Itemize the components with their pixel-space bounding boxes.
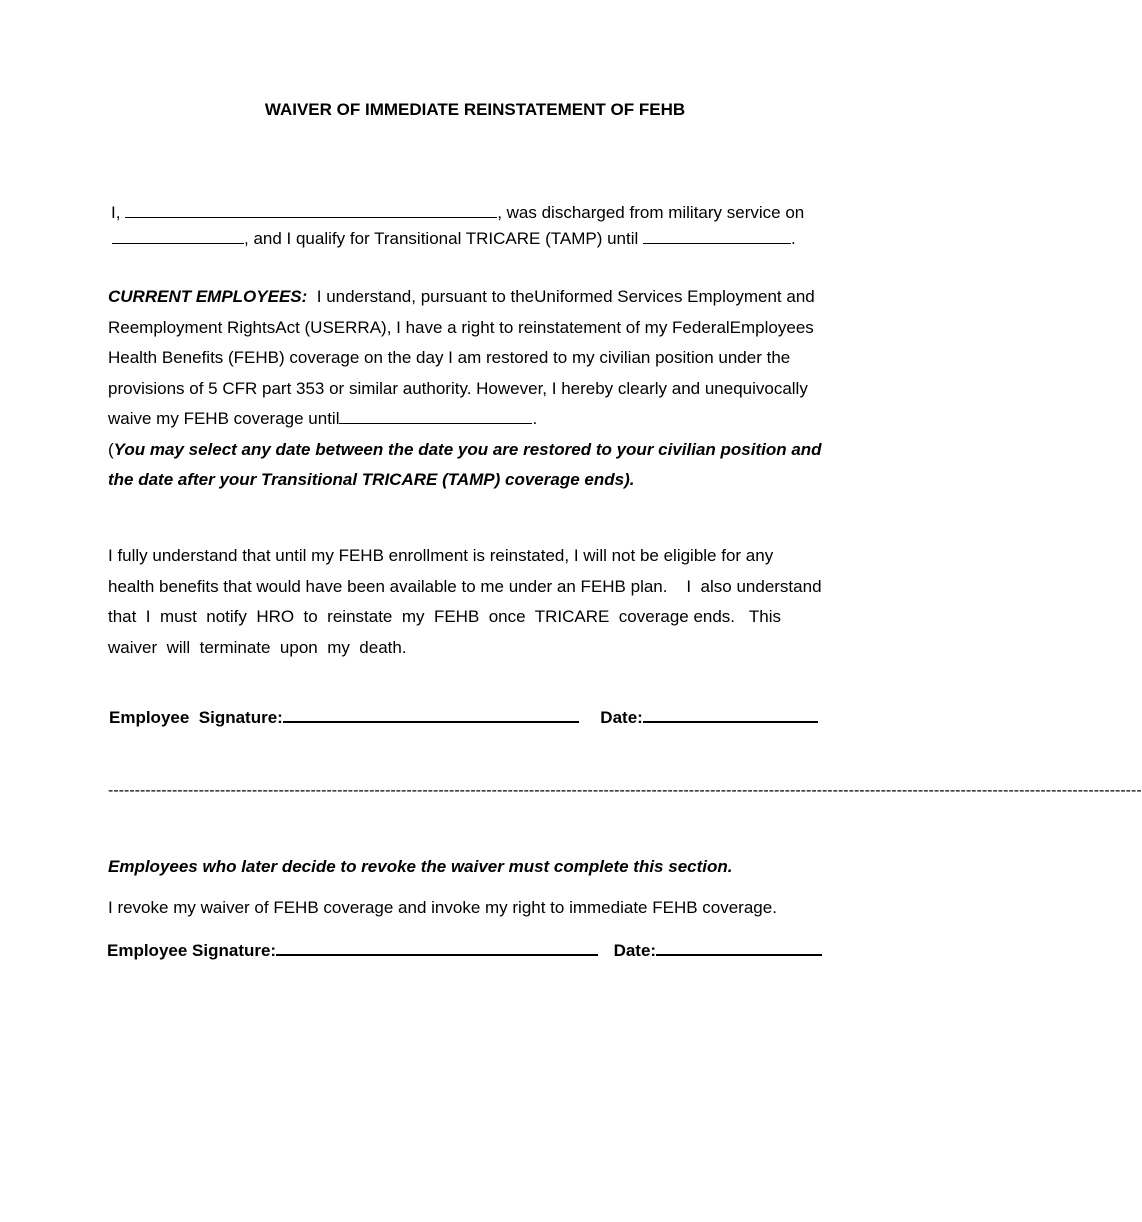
- date-field-2[interactable]: [656, 938, 822, 956]
- intro-end-period: .: [791, 229, 796, 248]
- current-employees-section: [108, 282, 824, 496]
- current-employees-end-period: .: [532, 409, 538, 428]
- form-title: WAIVER OF IMMEDIATE REINSTATEMENT OF FEHB: [264, 100, 686, 119]
- intro-qualify-text: , and I qualify for Transitional TRICARE (TAMP) until: [244, 229, 639, 248]
- section-separator: --------------------------------------------------------------------------------------------------------------------------------------------------------------------------------------------------: [108, 782, 1142, 799]
- intro-pronoun: I,: [111, 203, 121, 222]
- intro-line-1: [111, 202, 804, 223]
- intro-discharged-text: , was discharged from military service on: [497, 203, 805, 222]
- understanding-section: [108, 541, 831, 663]
- employee-signature-field-1[interactable]: [283, 705, 579, 723]
- employee-signature-label-2: Employee Signature:: [107, 941, 277, 960]
- employee-signature-label-1: Employee Signature:: [109, 708, 283, 727]
- waive-until-date-field[interactable]: [339, 408, 532, 424]
- intro-line-2: [112, 228, 796, 249]
- current-employees-heading: CURRENT EMPLOYEES:: [108, 287, 308, 306]
- date-field-1[interactable]: [643, 705, 818, 723]
- revoke-statement: I revoke my waiver of FEHB coverage and invoke my right to immediate FEHB coverage.: [108, 898, 777, 917]
- understanding-paragraph: I fully understand that until my FEHB enrollment is reinstated, I will not be eligible for any health benefits that would have been available to me under an FEHB plan. I also understand that I must notify HRO to reinstate my FEHB once TRICARE coverage ends. This waiver will terminate upon my death.: [108, 546, 831, 657]
- current-employees-body: I understand, pursuant to theUniformed Services Employment and Reemployment RightsAct (USERRA), I have a right to reinstatement of my FederalEmployees Health Benefits (FEHB) coverage on the day I am restored to my civilian position under the provisions of 5 CFR part 353 or similar authority. However, I hereby clearly and unequivocally waive my FEHB coverage until: [108, 287, 815, 428]
- employee-signature-field-2[interactable]: [276, 938, 598, 956]
- date-selection-note: You may select any date between the date you are restored to your civilian position and the date after your Transitional TRICARE (TAMP) coverage ends).: [108, 439, 822, 489]
- signature-row-1: [109, 705, 818, 728]
- signature-row-2: [107, 938, 822, 961]
- tamp-end-date-field[interactable]: [643, 228, 791, 244]
- note-open-paren: (: [108, 439, 114, 459]
- date-label-1: Date:: [600, 708, 643, 727]
- date-label-2: Date:: [613, 941, 657, 960]
- revoke-heading: Employees who later decide to revoke the waiver must complete this section.: [108, 857, 733, 876]
- discharge-date-field[interactable]: [112, 228, 244, 244]
- name-field[interactable]: [125, 202, 497, 218]
